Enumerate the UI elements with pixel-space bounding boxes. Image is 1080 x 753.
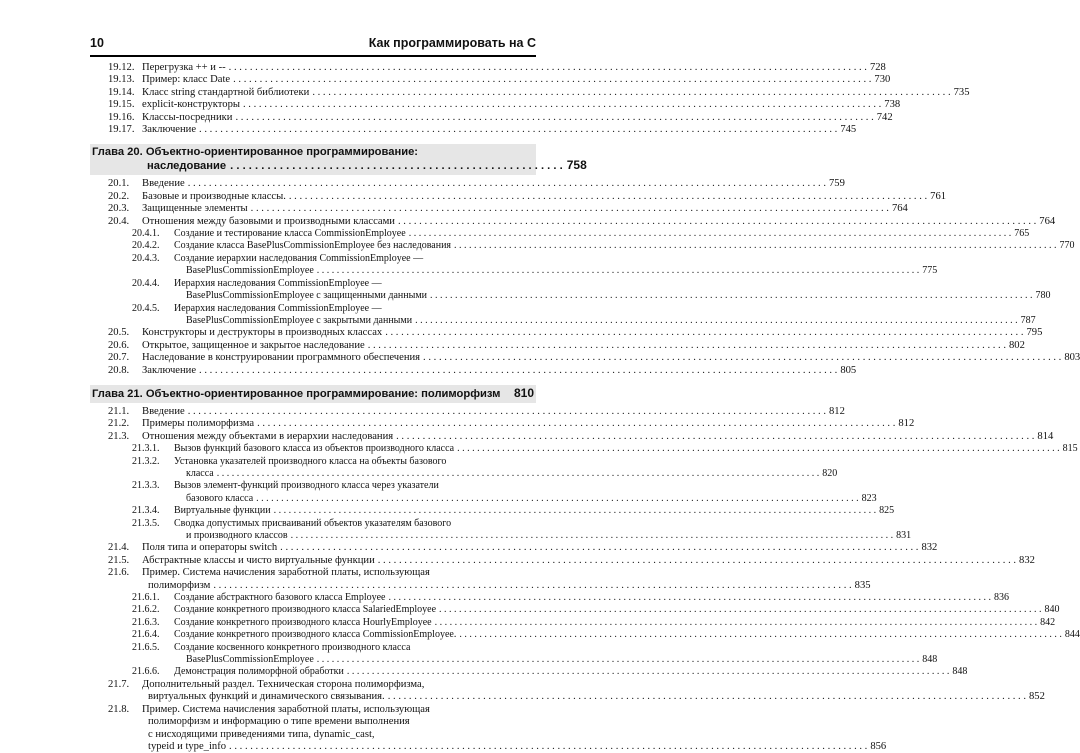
entry-page: 852: [1029, 691, 1045, 703]
leader-dots: [188, 406, 826, 418]
entry-title: Открытое, защищенное и закрытое наследование: [142, 339, 365, 351]
entry-number: 21.3.3.: [132, 480, 160, 492]
leader-dots: [312, 87, 950, 99]
entry-number: 19.17.: [108, 124, 135, 136]
entry-number: 21.1.: [108, 405, 130, 417]
leader-dots: [235, 112, 873, 124]
entry-title: Создание абстрактного базового класса Employee: [174, 592, 386, 604]
entry-title-continued: класса: [186, 467, 214, 479]
entry-number: 20.8.: [108, 364, 130, 376]
entry-number: 21.7.: [108, 678, 130, 690]
toc-entry: [90, 604, 1060, 616]
entry-title: Примеры полиморфизма: [142, 418, 255, 430]
toc-entry: [90, 642, 536, 654]
leader-dots: [398, 216, 1036, 228]
leader-dots: [229, 741, 867, 753]
entry-title: Класс string стандартной библиотеки: [142, 86, 310, 98]
entry-title: Создание конкретного производного класса CommissionEmployee.: [174, 629, 457, 641]
toc-entry: [90, 567, 536, 579]
entry-number: 20.4.2.: [132, 240, 160, 252]
entry-number: 20.4.1.: [132, 228, 160, 240]
entry-number: 20.6.: [108, 339, 130, 351]
entry-title: Вызов функций базового класса из объектов производного класса: [174, 443, 455, 455]
entry-page: 825: [879, 505, 895, 517]
entry-title: Создание иерархии наследования CommissionEmployee —: [174, 252, 424, 264]
entry-page: 835: [854, 579, 871, 591]
entry-title: Пример. Система начисления заработной платы, использующая: [142, 703, 430, 715]
toc-entry: [90, 352, 1080, 364]
entry-page: 832: [921, 542, 938, 554]
toc-entry: [90, 456, 536, 468]
entry-number: 21.6.: [108, 567, 130, 579]
entry-page: 770: [1059, 240, 1075, 252]
leader-dots: [289, 191, 927, 203]
entry-number: 21.2.: [108, 418, 130, 430]
toc-entry-continuation: [90, 740, 887, 753]
entry-title: Иерархия наследования CommissionEmployee —: [174, 277, 382, 289]
entry-title: Вызов элемент-функций производного класса через указатели: [174, 480, 439, 492]
leader-dots: [233, 74, 871, 86]
toc-entry: [90, 704, 536, 716]
leader-dots: [368, 340, 1006, 352]
chapter-20-heading: [90, 144, 587, 175]
entry-title-continued: BasePlusCommissionEmployee: [186, 265, 314, 277]
toc-entry: [90, 364, 857, 377]
entry-page: 730: [874, 74, 891, 86]
entry-page: 738: [884, 99, 901, 111]
leader-dots: [280, 542, 918, 554]
toc-entry: [90, 339, 1025, 352]
entry-number: 20.3.: [108, 203, 130, 215]
toc-entry-continuation: [90, 691, 1045, 703]
entry-page: 728: [869, 62, 886, 73]
leader-dots: [430, 290, 1033, 302]
entry-number: 21.6.2.: [132, 604, 160, 616]
entry-page: 805: [840, 364, 857, 376]
toc-entry: [90, 303, 536, 315]
leader-dots: [389, 592, 992, 604]
entry-title: Дополнительный раздел. Техническая сторона полиморфизма,: [142, 678, 425, 690]
entry-number: 20.4.3.: [132, 252, 160, 264]
entry-number: 21.3.2.: [132, 455, 160, 467]
entry-page: 735: [953, 86, 970, 98]
table-of-contents: [90, 62, 1080, 753]
entry-title: Виртуальные функции: [174, 505, 271, 517]
toc-entry: [90, 629, 1080, 641]
leader-dots: [199, 365, 837, 377]
page-number: 10: [90, 36, 104, 50]
leader-dots: [388, 691, 1026, 703]
entry-title: explicit-конструкторы: [142, 99, 240, 111]
entry-number: 21.6.1.: [132, 592, 160, 604]
entry-title-continued: базового класса: [186, 492, 254, 504]
toc-entry: [90, 418, 915, 430]
entry-title: Введение: [142, 405, 185, 417]
entry-page: 848: [952, 666, 968, 678]
entry-title: Заключение: [142, 124, 197, 136]
leader-dots: [291, 530, 894, 542]
entry-number: 21.3.1.: [132, 443, 160, 455]
toc-entry: [90, 86, 970, 99]
running-header: [90, 36, 536, 54]
entry-title: Пример: класс Date: [142, 74, 231, 86]
toc-entry: [90, 228, 1030, 240]
entry-page: 742: [876, 111, 893, 123]
entry-page: 836: [994, 592, 1009, 604]
entry-page: 823: [861, 492, 877, 504]
entry-title: Базовые и производные классы.: [142, 190, 286, 202]
toc-entry: [90, 405, 845, 418]
toc-entry: [90, 518, 536, 530]
toc-entry: [90, 124, 857, 136]
toc-entry: [90, 554, 1035, 567]
entry-title: Создание косвенного конкретного производного класса: [174, 641, 411, 653]
leader-dots: [213, 580, 851, 592]
toc-entry: [90, 178, 845, 190]
toc-entry: [90, 203, 908, 215]
toc-entry-continuation: [90, 467, 838, 480]
toc-entry: [90, 505, 895, 517]
leader-dots: [423, 352, 1061, 364]
leader-dots: [409, 228, 1012, 240]
toc-entry: [90, 443, 1078, 455]
leader-dots: [243, 99, 881, 111]
entry-title: Отношения между базовыми и производными классами: [142, 215, 395, 227]
entry-title: Перегрузка ++ и --: [142, 62, 226, 73]
entry-title: Демонстрация полиморфной обработки: [174, 666, 344, 678]
entry-page: 812: [898, 418, 915, 430]
entry-title-continued: BasePlusCommissionEmployee с закрытыми данными: [186, 314, 413, 326]
entry-page: 814: [1037, 430, 1054, 442]
toc-entry: [90, 111, 893, 124]
entry-title: Конструкторы и деструкторы в производных классах: [142, 327, 383, 339]
chapter-21-entries: [90, 405, 1080, 753]
toc-entry: [90, 278, 536, 290]
leader-dots: [415, 315, 1018, 327]
toc-entry: [90, 253, 536, 265]
leader-dots: [256, 493, 859, 505]
toc-entry-continuation: [90, 729, 536, 741]
leader-dots: [439, 604, 1042, 616]
entry-number: 19.16.: [108, 111, 135, 123]
entry-number: 19.15.: [108, 99, 135, 111]
toc-entry-continuation: [90, 314, 1036, 327]
toc-entry: [90, 592, 1009, 604]
entry-title-continued: typeid и type_info: [148, 740, 227, 752]
entry-number: 21.6.5.: [132, 641, 160, 653]
entry-title: Классы-посредники: [142, 111, 233, 123]
entry-page: 780: [1035, 290, 1051, 302]
entry-page: 831: [896, 530, 912, 541]
entry-page: 848: [922, 654, 938, 666]
entry-title: Введение: [142, 178, 185, 190]
entry-title: Наследование в конструировании программного обеспечения: [142, 352, 421, 364]
entry-number: 20.5.: [108, 327, 130, 339]
entry-title-continued: полиморфизм: [148, 579, 211, 591]
entry-page: 802: [1008, 339, 1025, 351]
toc-entry-continuation: [90, 290, 1051, 302]
toc-entry: [90, 679, 536, 691]
toc-entry-continuation: [90, 579, 871, 592]
toc-entry: [90, 99, 901, 111]
entry-number: 21.6.6.: [132, 666, 160, 678]
entry-title: Поля типа и операторы switch: [142, 542, 278, 554]
toc-entry: [90, 616, 1056, 629]
entry-number: 20.1.: [108, 178, 130, 190]
entry-number: 20.4.4.: [132, 277, 160, 289]
leader-dots: [317, 265, 920, 277]
chapter-21-heading: [90, 385, 536, 403]
toc-entry: [90, 542, 938, 554]
entry-number: 19.13.: [108, 74, 135, 86]
leader-dots: [396, 431, 1034, 443]
entry-page: 765: [1014, 228, 1030, 240]
entry-page: 759: [828, 178, 845, 190]
toc-entry-continuation: [90, 530, 912, 542]
chapter-20-title-line1: Глава 20. Объектно-ориентированное программирование:: [92, 146, 419, 159]
entry-page: 842: [1040, 616, 1056, 628]
entry-number: 21.3.: [108, 430, 130, 442]
entry-title: Установка указателей производного класса на объекты базового: [174, 455, 447, 467]
entry-page: 761: [930, 190, 947, 202]
entry-title: Абстрактные классы и чисто виртуальные функции: [142, 554, 375, 566]
entry-number: 19.14.: [108, 86, 135, 98]
entry-number: 20.4.5.: [132, 302, 160, 314]
leader-dots: [229, 62, 867, 74]
toc-entry-continuation: [90, 492, 877, 505]
toc-entry: [90, 430, 1054, 443]
entry-title-continued: BasePlusCommissionEmployee с защищенными данными: [186, 290, 428, 302]
toc-entry-continuation: [90, 716, 536, 728]
entry-page: 764: [891, 203, 908, 215]
toc-entry: [90, 480, 536, 492]
leader-dots: [459, 629, 1062, 641]
entry-page: 803: [1064, 352, 1080, 364]
entry-number: 20.2.: [108, 190, 130, 202]
leader-dots: [217, 468, 820, 480]
leader-dots: [385, 327, 1023, 339]
chapter-21-page: 810: [513, 385, 534, 400]
entry-title: Создание конкретного производного класса HourlyEmployee: [174, 616, 432, 628]
entry-title: Пример. Система начисления заработной платы, использующая: [142, 567, 430, 579]
entry-title-continued: BasePlusCommissionEmployee: [186, 654, 314, 666]
entry-number: 19.12.: [108, 62, 135, 73]
leader-dots: [435, 617, 1038, 629]
leader-dots: [347, 666, 950, 678]
entry-title-continued: виртуальных функций и динамического связывания.: [148, 691, 385, 703]
entry-page: 840: [1044, 604, 1060, 616]
entry-title-continued: и производного классов: [186, 530, 288, 541]
entry-number: 21.8.: [108, 703, 130, 715]
entry-number: 20.4.: [108, 215, 130, 227]
entry-page: 820: [822, 467, 838, 479]
leader-dots: [454, 240, 1057, 252]
entry-number: 20.7.: [108, 352, 130, 364]
toc-entry-continuation: [90, 265, 938, 277]
entry-number: 21.3.5.: [132, 517, 160, 529]
toc-entry: [90, 215, 1056, 228]
entry-title: Иерархия наследования CommissionEmployee —: [174, 302, 382, 314]
entry-page: 815: [1062, 443, 1078, 455]
leader-dots: [251, 203, 889, 215]
entry-title: Сводка допустимых присваиваний объектов указателям базового: [174, 517, 452, 529]
toc-entry: [90, 327, 1043, 339]
entry-title: Защищенные элементы: [142, 203, 248, 215]
entry-title-continued: с нисходящими приведениями типа, dynamic_cast,: [148, 728, 375, 740]
leader-dots: [230, 160, 563, 173]
entry-title: Заключение: [142, 364, 197, 376]
entry-number: 21.4.: [108, 542, 130, 554]
entry-title: Создание конкретного производного класса SalariedEmployee: [174, 604, 437, 616]
entry-page: 764: [1039, 215, 1056, 227]
entry-title: Создание и тестирование класса CommissionEmployee: [174, 228, 406, 240]
entry-page: 745: [840, 124, 857, 136]
toc-entry: [90, 190, 947, 203]
leader-dots: [457, 443, 1060, 455]
chapter19-tail-entries: [90, 62, 970, 136]
entry-page: 775: [922, 265, 938, 277]
entry-title: Отношения между объектами в иерархии наследования: [142, 430, 394, 442]
leader-dots: [257, 418, 895, 430]
entry-page: 856: [870, 740, 887, 752]
leader-dots: [199, 124, 837, 136]
toc-entry: [90, 666, 968, 678]
leader-dots: [188, 178, 826, 190]
chapter-20-title-line2: наследование: [147, 160, 227, 173]
entry-number: 21.6.4.: [132, 629, 160, 641]
entry-number: 21.5.: [108, 554, 130, 566]
entry-number: 21.6.3.: [132, 616, 160, 628]
chapter-21-title: Глава 21. Объектно-ориентированное программирование: полиморфизм: [92, 387, 501, 400]
chapter-20-entries: [90, 178, 1080, 377]
entry-title-continued: полиморфизм и информацию о типе времени выполнения: [148, 716, 410, 728]
entry-page: 795: [1026, 327, 1043, 339]
toc-entry: [90, 240, 1075, 252]
header-rule: [90, 55, 536, 57]
entry-title: Создание класса BasePlusCommissionEmployee без наследования: [174, 240, 452, 252]
toc-entry: [90, 74, 891, 86]
entry-page: 844: [1064, 629, 1080, 641]
entry-page: 812: [828, 405, 845, 417]
toc-entry: [90, 62, 886, 74]
entry-number: 21.3.4.: [132, 505, 160, 517]
leader-dots: [274, 505, 877, 517]
leader-dots: [317, 654, 920, 666]
entry-page: 832: [1019, 554, 1035, 566]
entry-page: 787: [1020, 314, 1036, 326]
chapter-20-page: 758: [566, 158, 587, 173]
toc-entry-continuation: [90, 654, 938, 666]
book-title: Как программировать на C: [368, 36, 536, 50]
leader-dots: [378, 555, 1016, 567]
